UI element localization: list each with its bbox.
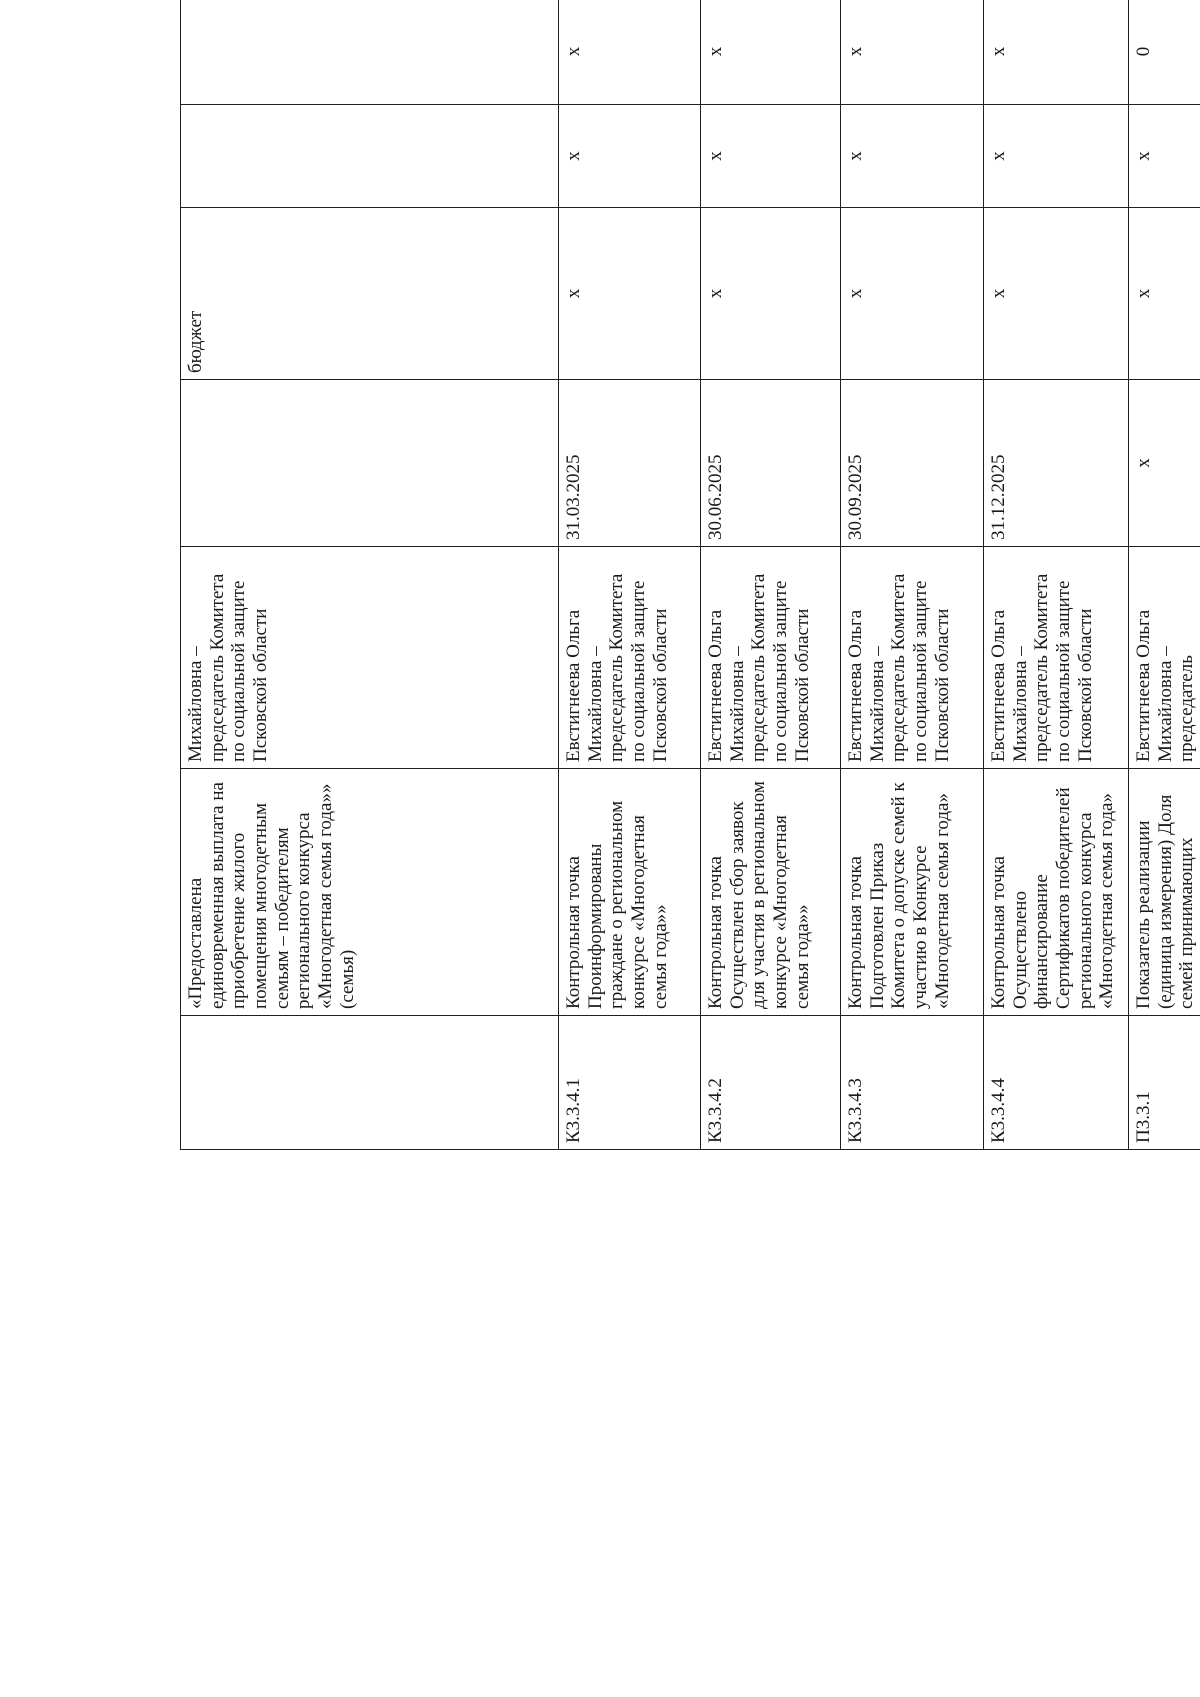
row-name: Контрольная точка Осуществлено финансирование Сертификатов победителей регионального конкурса «Многодетная семья года» (984, 769, 1129, 1016)
row-funding-source: х (559, 208, 701, 380)
row-code: К3.3.4.4 (984, 1016, 1129, 1150)
rotated-table-page (180, 46, 1198, 1150)
row-value-2: х (559, 0, 701, 105)
row-date: 30.09.2025 (841, 380, 984, 547)
row-date: 31.12.2025 (984, 380, 1129, 547)
row-value-1: х (701, 105, 841, 208)
row-responsible: Евстигнеева Ольга Михайловна – председатель (1129, 547, 1200, 769)
row-value-1 (181, 105, 559, 208)
row-responsible: Евстигнеева Ольга Михайловна – председатель Комитета по социальной защите Псковской области (984, 547, 1129, 769)
row-responsible: Евстигнеева Ольга Михайловна – председатель Комитета по социальной защите Псковской области (701, 547, 841, 769)
row-responsible: Евстигнеева Ольга Михайловна – председатель Комитета по социальной защите Псковской области (559, 547, 701, 769)
table-row (559, 0, 701, 1150)
row-date (181, 380, 559, 547)
row-name: Контрольная точка Осуществлен сбор заявок для участия в региональном конкурсе «Многодетная семья года»» (701, 769, 841, 1016)
row-value-1: х (984, 105, 1129, 208)
row-value-2 (181, 0, 559, 105)
row-value-1: х (1129, 105, 1200, 208)
row-code: К3.3.4.2 (701, 1016, 841, 1150)
row-value-2: х (984, 0, 1129, 105)
table-row (181, 0, 559, 1150)
row-code (181, 1016, 559, 1150)
row-funding-source: х (984, 208, 1129, 380)
row-name: Контрольная точка Подготовлен Приказ Комитета о допуске семей к участию в Конкурсе «Многодетная семья года» (841, 769, 984, 1016)
row-date: 31.03.2025 (559, 380, 701, 547)
row-date: х (1129, 380, 1200, 547)
row-date: 30.06.2025 (701, 380, 841, 547)
row-code: К3.3.4.3 (841, 1016, 984, 1150)
row-value-2: х (841, 0, 984, 105)
table-row (841, 0, 984, 1150)
row-value-2: х (701, 0, 841, 105)
table-row (701, 0, 841, 1150)
row-name: «Предоставлена единовременная выплата на приобретение жилого помещения многодетным семьям – победителям регионального конкурса «Многодетная семья года»» (семья) (181, 769, 559, 1016)
row-funding-source: х (1129, 208, 1200, 380)
program-table (180, 0, 1200, 1150)
table-row (984, 0, 1129, 1150)
table-body (181, 0, 1200, 1150)
row-responsible: Михайловна – председатель Комитета по социальной защите Псковской области (181, 547, 559, 769)
row-name: Показатель реализации (единица измерения) Доля семей принимающих (1129, 769, 1200, 1016)
row-value-1: х (841, 105, 984, 208)
row-responsible: Евстигнеева Ольга Михайловна – председатель Комитета по социальной защите Псковской области (841, 547, 984, 769)
row-code: П3.3.1 (1129, 1016, 1200, 1150)
row-funding-source: х (701, 208, 841, 380)
row-value-1: х (559, 105, 701, 208)
row-funding-source: х (841, 208, 984, 380)
row-funding-source: бюджет (181, 208, 559, 380)
row-name: Контрольная точка Проинформированы граждане о региональном конкурсе «Многодетная семья года»» (559, 769, 701, 1016)
row-value-2: 0 (1129, 0, 1200, 105)
row-code: К3.3.4.1 (559, 1016, 701, 1150)
table-row (1129, 0, 1200, 1150)
